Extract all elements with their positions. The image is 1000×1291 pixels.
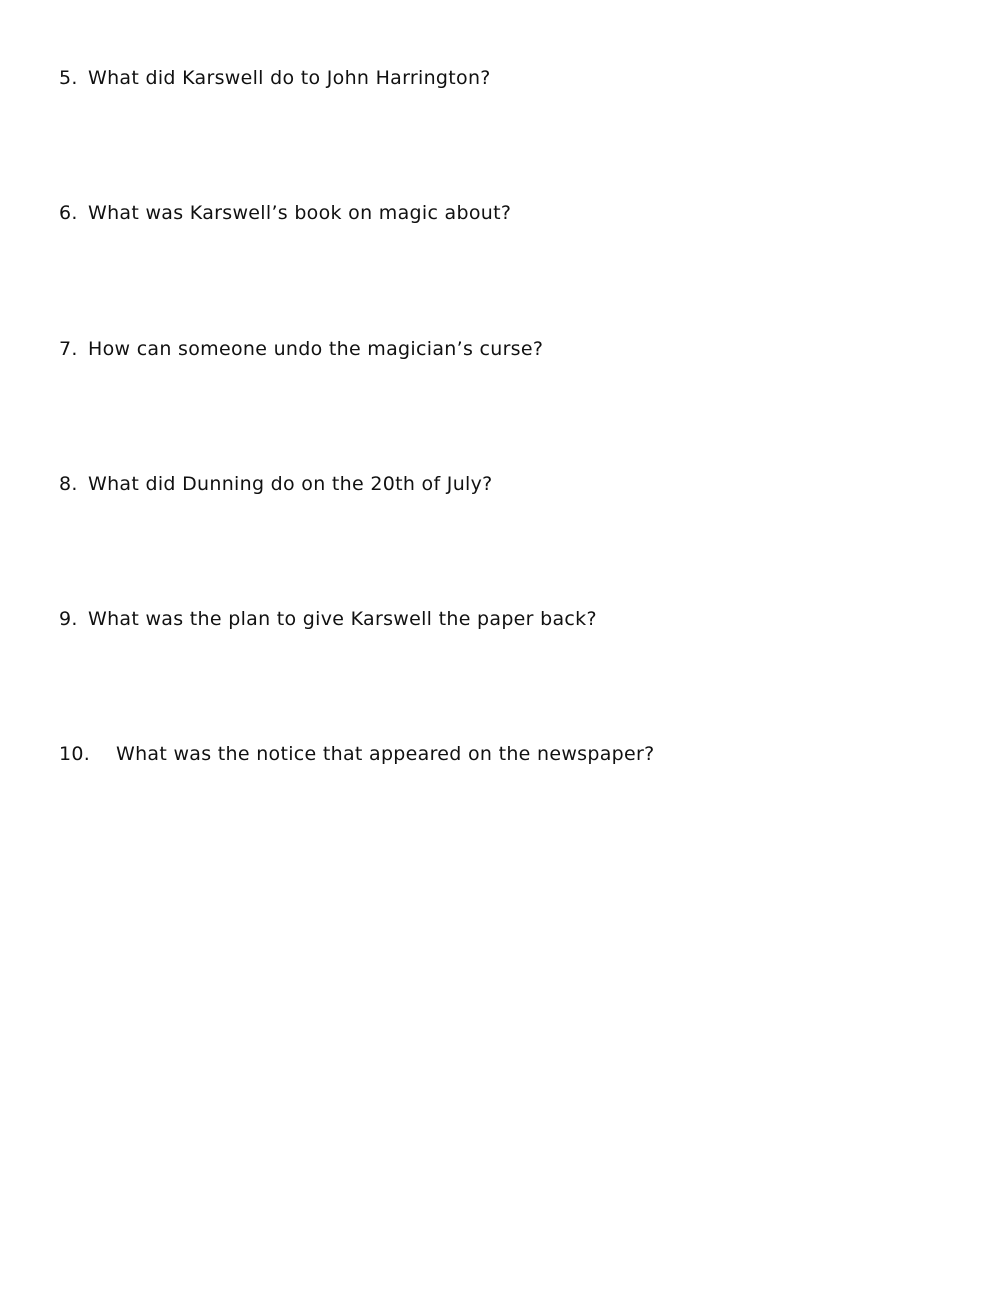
question-text: What was the notice that appeared on the newspaper? xyxy=(116,743,655,765)
question-item xyxy=(59,64,491,92)
question-text: How can someone undo the magician’s curse? xyxy=(88,338,544,360)
question-number: 5. xyxy=(59,67,78,89)
question-text: What was the plan to give Karswell the paper back? xyxy=(88,608,597,630)
question-item xyxy=(59,470,493,498)
question-number: 8. xyxy=(59,473,78,495)
question-number: 6. xyxy=(59,202,78,224)
question-text: What did Karswell do to John Harrington? xyxy=(88,67,491,89)
question-number: 9. xyxy=(59,608,78,630)
question-item xyxy=(59,740,655,768)
question-item xyxy=(59,605,597,633)
question-text: What did Dunning do on the 20th of July? xyxy=(88,473,493,495)
question-text: What was Karswell’s book on magic about? xyxy=(88,202,512,224)
question-number: 10. xyxy=(59,743,91,765)
question-item xyxy=(59,335,543,363)
question-item xyxy=(59,199,511,227)
question-number: 7. xyxy=(59,338,78,360)
